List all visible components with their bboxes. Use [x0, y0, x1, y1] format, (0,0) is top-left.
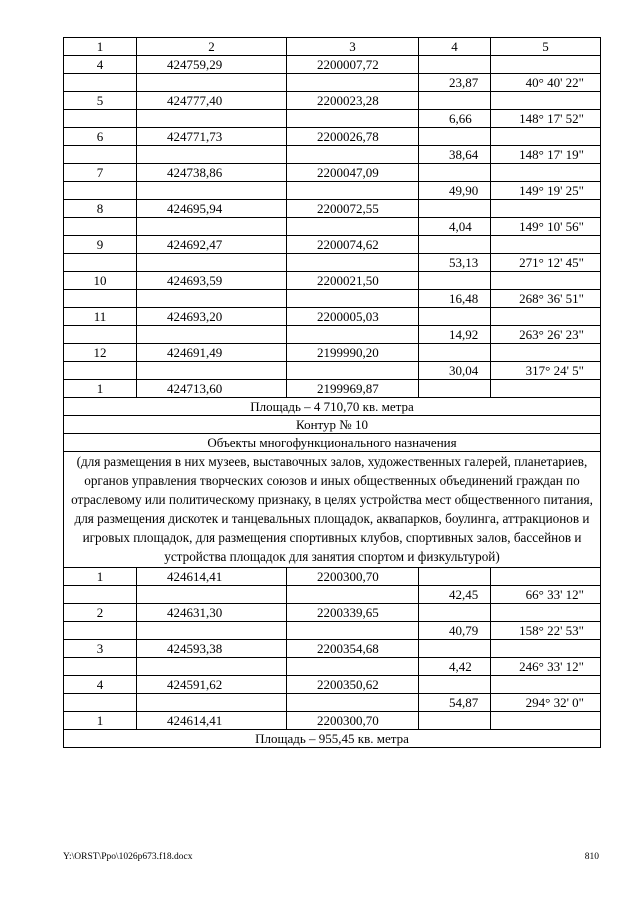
empty-cell: [137, 110, 287, 128]
empty-cell: [64, 586, 137, 604]
empty-cell: [137, 586, 287, 604]
area-total-row: [64, 398, 601, 416]
empty-cell: [287, 110, 419, 128]
empty-cell: [287, 182, 419, 200]
coord-x: 424591,62: [137, 676, 287, 694]
coord-y: 2199969,87: [287, 380, 419, 398]
point-row: [64, 164, 601, 182]
empty-cell: [64, 110, 137, 128]
coordinates-table: [63, 37, 601, 748]
coord-y: 2200007,72: [287, 56, 419, 74]
empty-cell: [419, 604, 491, 622]
segment-row: [64, 658, 601, 676]
contour-description-row: [64, 452, 601, 568]
point-number: 12: [64, 344, 137, 362]
point-row: [64, 308, 601, 326]
contour-title: Контур № 10: [64, 416, 601, 434]
point-number: 2: [64, 604, 137, 622]
empty-cell: [419, 380, 491, 398]
empty-cell: [491, 308, 601, 326]
segment-angle: 149° 10' 56": [491, 218, 601, 236]
point-number: 7: [64, 164, 137, 182]
empty-cell: [419, 640, 491, 658]
point-number: 5: [64, 92, 137, 110]
segment-angle: 294° 32' 0": [491, 694, 601, 712]
empty-cell: [419, 92, 491, 110]
empty-cell: [137, 218, 287, 236]
segment-row: [64, 146, 601, 164]
empty-cell: [64, 254, 137, 272]
empty-cell: [287, 290, 419, 308]
empty-cell: [287, 622, 419, 640]
footer-file-path: Y:\ORST\Ppo\1026p673.f18.docx: [63, 852, 193, 862]
empty-cell: [491, 164, 601, 182]
contour-description: (для размещения в них музеев, выставочных залов, художественных галерей, планетариев, органов управления творческих союзов и иных общественных объединений граждан по отраслевому или политическому признаку, в целях устройства мест общественного питания, для размещения дискотек и танцевальных площадок, аквапарков, боулинга, аттракционов и игровых площадок, для размещения спортивных клубов, спортивных залов, бассейнов и устройства площадок для занятия спортом и физкультурой): [64, 452, 601, 568]
point-row: [64, 604, 601, 622]
coord-x: 424614,41: [137, 568, 287, 586]
coord-y: 2200072,55: [287, 200, 419, 218]
coord-y: 2199990,20: [287, 344, 419, 362]
point-row: [64, 92, 601, 110]
segment-angle: 66° 33' 12": [491, 586, 601, 604]
point-row: [64, 640, 601, 658]
segment-angle: 246° 33' 12": [491, 658, 601, 676]
coord-y: 2200300,70: [287, 568, 419, 586]
point-row: [64, 712, 601, 730]
point-number: 8: [64, 200, 137, 218]
point-row: [64, 344, 601, 362]
empty-cell: [137, 658, 287, 676]
coord-x: 424771,73: [137, 128, 287, 146]
segment-angle: 317° 24' 5": [491, 362, 601, 380]
point-number: 11: [64, 308, 137, 326]
empty-cell: [137, 182, 287, 200]
coord-x: 424713,60: [137, 380, 287, 398]
empty-cell: [137, 290, 287, 308]
coord-y: 2200021,50: [287, 272, 419, 290]
point-number: 6: [64, 128, 137, 146]
empty-cell: [491, 676, 601, 694]
empty-cell: [491, 200, 601, 218]
column-header: 3: [287, 38, 419, 56]
empty-cell: [491, 236, 601, 254]
empty-cell: [137, 74, 287, 92]
coord-y: 2200350,62: [287, 676, 419, 694]
point-number: 1: [64, 380, 137, 398]
segment-angle: 148° 17' 19": [491, 146, 601, 164]
empty-cell: [64, 622, 137, 640]
empty-cell: [419, 200, 491, 218]
coord-x: 424692,47: [137, 236, 287, 254]
point-number: 4: [64, 676, 137, 694]
empty-cell: [287, 74, 419, 92]
segment-row: [64, 362, 601, 380]
segment-length: 6,66: [419, 110, 491, 128]
empty-cell: [64, 326, 137, 344]
point-number: 1: [64, 568, 137, 586]
empty-cell: [64, 218, 137, 236]
empty-cell: [64, 290, 137, 308]
empty-cell: [419, 236, 491, 254]
empty-cell: [64, 658, 137, 676]
point-row: [64, 200, 601, 218]
segment-angle: 158° 22' 53": [491, 622, 601, 640]
empty-cell: [64, 362, 137, 380]
segment-row: [64, 586, 601, 604]
empty-cell: [137, 622, 287, 640]
segment-row: [64, 326, 601, 344]
column-header: 1: [64, 38, 137, 56]
segment-row: [64, 290, 601, 308]
segment-row: [64, 218, 601, 236]
segment-row: [64, 182, 601, 200]
empty-cell: [491, 92, 601, 110]
empty-cell: [419, 568, 491, 586]
point-row: [64, 272, 601, 290]
coord-y: 2200074,62: [287, 236, 419, 254]
point-row: [64, 676, 601, 694]
segment-length: 4,04: [419, 218, 491, 236]
empty-cell: [64, 182, 137, 200]
column-header: 4: [419, 38, 491, 56]
empty-cell: [64, 74, 137, 92]
empty-cell: [137, 326, 287, 344]
point-number: 3: [64, 640, 137, 658]
segment-length: 30,04: [419, 362, 491, 380]
segment-length: 23,87: [419, 74, 491, 92]
column-header: 2: [137, 38, 287, 56]
coord-x: 424593,38: [137, 640, 287, 658]
empty-cell: [491, 56, 601, 74]
segment-length: 14,92: [419, 326, 491, 344]
empty-cell: [491, 712, 601, 730]
empty-cell: [419, 308, 491, 326]
empty-cell: [419, 344, 491, 362]
coord-y: 2200047,09: [287, 164, 419, 182]
empty-cell: [491, 380, 601, 398]
contour-title-row: [64, 416, 601, 434]
point-number: 9: [64, 236, 137, 254]
segment-row: [64, 110, 601, 128]
empty-cell: [419, 712, 491, 730]
empty-cell: [491, 568, 601, 586]
segment-angle: 149° 19' 25": [491, 182, 601, 200]
coord-x: 424691,49: [137, 344, 287, 362]
empty-cell: [287, 326, 419, 344]
segment-row: [64, 254, 601, 272]
segment-length: 49,90: [419, 182, 491, 200]
coord-y: 2200026,78: [287, 128, 419, 146]
point-number: 1: [64, 712, 137, 730]
empty-cell: [137, 362, 287, 380]
contour-subtitle-row: [64, 434, 601, 452]
point-row: [64, 568, 601, 586]
coord-x: 424693,20: [137, 308, 287, 326]
empty-cell: [491, 128, 601, 146]
segment-length: 54,87: [419, 694, 491, 712]
coord-y: 2200005,03: [287, 308, 419, 326]
empty-cell: [287, 694, 419, 712]
empty-cell: [419, 676, 491, 694]
contour-subtitle: Объекты многофункционального назначения: [64, 434, 601, 452]
empty-cell: [287, 658, 419, 676]
empty-cell: [491, 344, 601, 362]
empty-cell: [419, 128, 491, 146]
coord-x: 424631,30: [137, 604, 287, 622]
segment-angle: 40° 40' 22": [491, 74, 601, 92]
segment-row: [64, 622, 601, 640]
coord-x: 424614,41: [137, 712, 287, 730]
segment-angle: 268° 36' 51": [491, 290, 601, 308]
coord-x: 424777,40: [137, 92, 287, 110]
point-row: [64, 380, 601, 398]
empty-cell: [64, 146, 137, 164]
segment-length: 4,42: [419, 658, 491, 676]
coord-y: 2200023,28: [287, 92, 419, 110]
column-header: 5: [491, 38, 601, 56]
empty-cell: [287, 254, 419, 272]
segment-angle: 148° 17' 52": [491, 110, 601, 128]
empty-cell: [137, 694, 287, 712]
empty-cell: [491, 272, 601, 290]
segment-angle: 263° 26' 23": [491, 326, 601, 344]
point-row: [64, 236, 601, 254]
coord-y: 2200300,70: [287, 712, 419, 730]
segment-length: 53,13: [419, 254, 491, 272]
coord-y: 2200354,68: [287, 640, 419, 658]
coord-x: 424693,59: [137, 272, 287, 290]
segment-angle: 271° 12' 45": [491, 254, 601, 272]
coord-x: 424738,86: [137, 164, 287, 182]
point-number: 10: [64, 272, 137, 290]
empty-cell: [287, 218, 419, 236]
point-row: [64, 56, 601, 74]
area-total: Площадь – 4 710,70 кв. метра: [64, 398, 601, 416]
empty-cell: [287, 586, 419, 604]
segment-length: 40,79: [419, 622, 491, 640]
area-total: Площадь – 955,45 кв. метра: [64, 730, 601, 748]
coord-y: 2200339,65: [287, 604, 419, 622]
segment-row: [64, 74, 601, 92]
empty-cell: [287, 362, 419, 380]
segment-length: 42,45: [419, 586, 491, 604]
empty-cell: [419, 164, 491, 182]
empty-cell: [64, 694, 137, 712]
area-total-row: [64, 730, 601, 748]
empty-cell: [491, 604, 601, 622]
coord-x: 424695,94: [137, 200, 287, 218]
point-row: [64, 128, 601, 146]
footer-page-number: 810: [584, 852, 599, 862]
empty-cell: [491, 640, 601, 658]
empty-cell: [287, 146, 419, 164]
coord-x: 424759,29: [137, 56, 287, 74]
empty-cell: [419, 56, 491, 74]
segment-length: 16,48: [419, 290, 491, 308]
segment-length: 38,64: [419, 146, 491, 164]
empty-cell: [137, 254, 287, 272]
segment-row: [64, 694, 601, 712]
empty-cell: [137, 146, 287, 164]
empty-cell: [419, 272, 491, 290]
point-number: 4: [64, 56, 137, 74]
table-header-row: [64, 38, 601, 56]
